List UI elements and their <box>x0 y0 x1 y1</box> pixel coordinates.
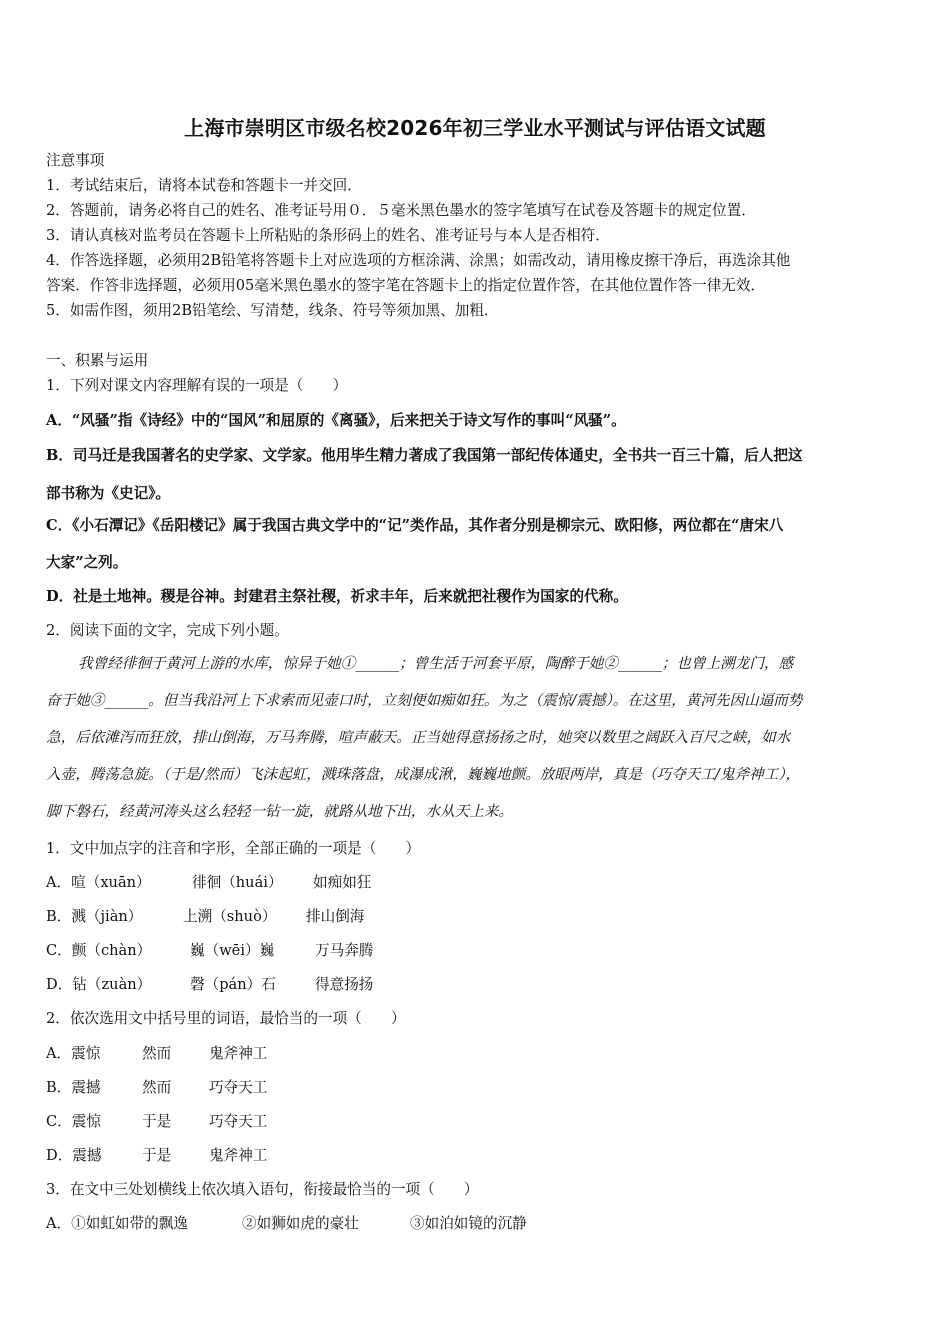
option-a-2: 徘徊（huái） <box>192 874 283 891</box>
exam-title: 上海市崇明区市级名校2026年初三学业水平测试与评估语文试题 <box>184 116 766 140</box>
option-b-2: 然而 <box>142 1079 172 1096</box>
question-option-cont: 部书称为《史记》。 <box>46 485 171 502</box>
section-heading: 一、积累与运用 <box>46 352 149 369</box>
question-option: B．司马迁是我国著名的史学家、文学家。他用毕生精力著成了我国第一部纪传体通史，全书共一百三十篇，后人把这 <box>46 447 803 464</box>
notice-item: 5．如需作图，须用2B铅笔绘、写清楚，线条、符号等须加黑、加粗． <box>46 302 499 319</box>
option-a-3: 鬼斧神工 <box>209 1045 268 1062</box>
option-c-2: 巍（wēi）巍 <box>190 942 275 959</box>
option-d-2: 磬（pán）石 <box>190 976 276 993</box>
question-stem: 1．下列对课文内容理解有误的一项是（ ） <box>46 377 348 394</box>
notice-heading: 注意事项 <box>46 152 105 169</box>
subquestion-stem: 1．文中加点字的注音和字形，全部正确的一项是（ ） <box>46 840 421 857</box>
notice-item: 2．答题前，请务必将自己的姓名、准考证号用０．５毫米黑色墨水的签字笔填写在试卷及答题卡的规定位置． <box>46 202 756 219</box>
option-b-1: B．溅（jiàn） <box>46 908 143 925</box>
passage-line: 我曾经徘徊于黄河上游的水库，惊异于她①______；曾生活于河套平原，陶醉于她②______；也曾上溯龙门，感 <box>78 655 794 672</box>
option-c-3: 巧夺天工 <box>209 1113 268 1130</box>
question-option: C．《小石潭记》《岳阳楼记》属于我国古典文学中的“记”类作品，其作者分别是柳宗元、欧阳修，两位都在“唐宋八 <box>46 517 784 534</box>
notice-item: 答案．作答非选择题，必须用05毫米黑色墨水的签字笔在答题卡上的指定位置作答，在其他位置作答一律无效． <box>46 277 766 294</box>
passage-line: 脚下磐石，经黄河涛头这么轻轻一钻一旋，就路从地下出，水从天上来。 <box>46 803 514 820</box>
subquestion-stem: 3．在文中三处划横线上依次填入语句，衔接最恰当的一项（ ） <box>46 1181 479 1198</box>
option-a-3: ③如泊如镜的沉静 <box>410 1215 527 1232</box>
option-c-1: C．颤（chàn） <box>46 942 152 959</box>
option-a-1: A．喧（xuān） <box>46 874 151 891</box>
option-a-1: A．震惊 <box>46 1045 101 1062</box>
passage-line: 急，后依滩泻而狂放，排山倒海，万马奔腾，喧声蔽天。正当她得意扬扬之时，她突以数里之阔跃入百尺之峡，如水 <box>46 729 791 746</box>
question-option: D．社是土地神。稷是谷神。封建君主祭社稷，祈求丰年，后来就把社稷作为国家的代称。 <box>46 588 628 605</box>
passage-line: 奋于她③______。但当我沿河上下求索而见壶口时，立刻便如痴如狂。为之（震惊/震撼）。在这里，黄河先因山逼而势 <box>46 692 803 709</box>
notice-item: 4．作答选择题，必须用2B铅笔将答题卡上对应选项的方框涂满、涂黑；如需改动，请用橡皮擦干净后，再选涂其他 <box>46 252 791 269</box>
option-c-1: C．震惊 <box>46 1113 101 1130</box>
option-a-2: ②如狮如虎的豪壮 <box>242 1215 359 1232</box>
option-d-3: 得意扬扬 <box>315 976 374 993</box>
notice-item: 1．考试结束后，请将本试卷和答题卡一并交回． <box>46 177 362 194</box>
option-b-3: 巧夺天工 <box>209 1079 268 1096</box>
option-a-1: A．①如虹如带的飘逸 <box>46 1215 188 1232</box>
option-b-2: 上溯（shuò） <box>183 908 277 925</box>
option-d-2: 于是 <box>142 1147 172 1164</box>
option-a-3: 如痴如狂 <box>313 874 372 891</box>
option-b-1: B．震撼 <box>46 1079 101 1096</box>
notice-item: 3．请认真核对监考员在答题卡上所粘贴的条形码上的姓名、准考证号与本人是否相符． <box>46 227 610 244</box>
option-d-3: 鬼斧神工 <box>209 1147 268 1164</box>
option-b-3: 排山倒海 <box>306 908 365 925</box>
option-a-2: 然而 <box>142 1045 172 1062</box>
passage-line: 入壶，腾荡急旋。（于是/然而）飞沫起虹，溅珠落盘，成瀑成湫，巍巍地颤。放眼两岸，真是（巧夺天工/鬼斧神工）， <box>46 766 801 783</box>
question-option-cont: 大家”之列。 <box>46 554 128 571</box>
option-d-1: D．震撼 <box>46 1147 102 1164</box>
subquestion-stem: 2．依次选用文中括号里的词语，最恰当的一项（ ） <box>46 1010 406 1027</box>
option-d-1: D．钻（zuàn） <box>46 976 152 993</box>
option-c-3: 万马奔腾 <box>315 942 374 959</box>
option-c-2: 于是 <box>142 1113 172 1130</box>
question-stem: 2．阅读下面的文字，完成下列小题。 <box>46 622 289 639</box>
question-option: A．“风骚”指《诗经》中的“国风”和屈原的《离骚》，后来把关于诗文写作的事叫“风骚”。 <box>46 412 626 429</box>
